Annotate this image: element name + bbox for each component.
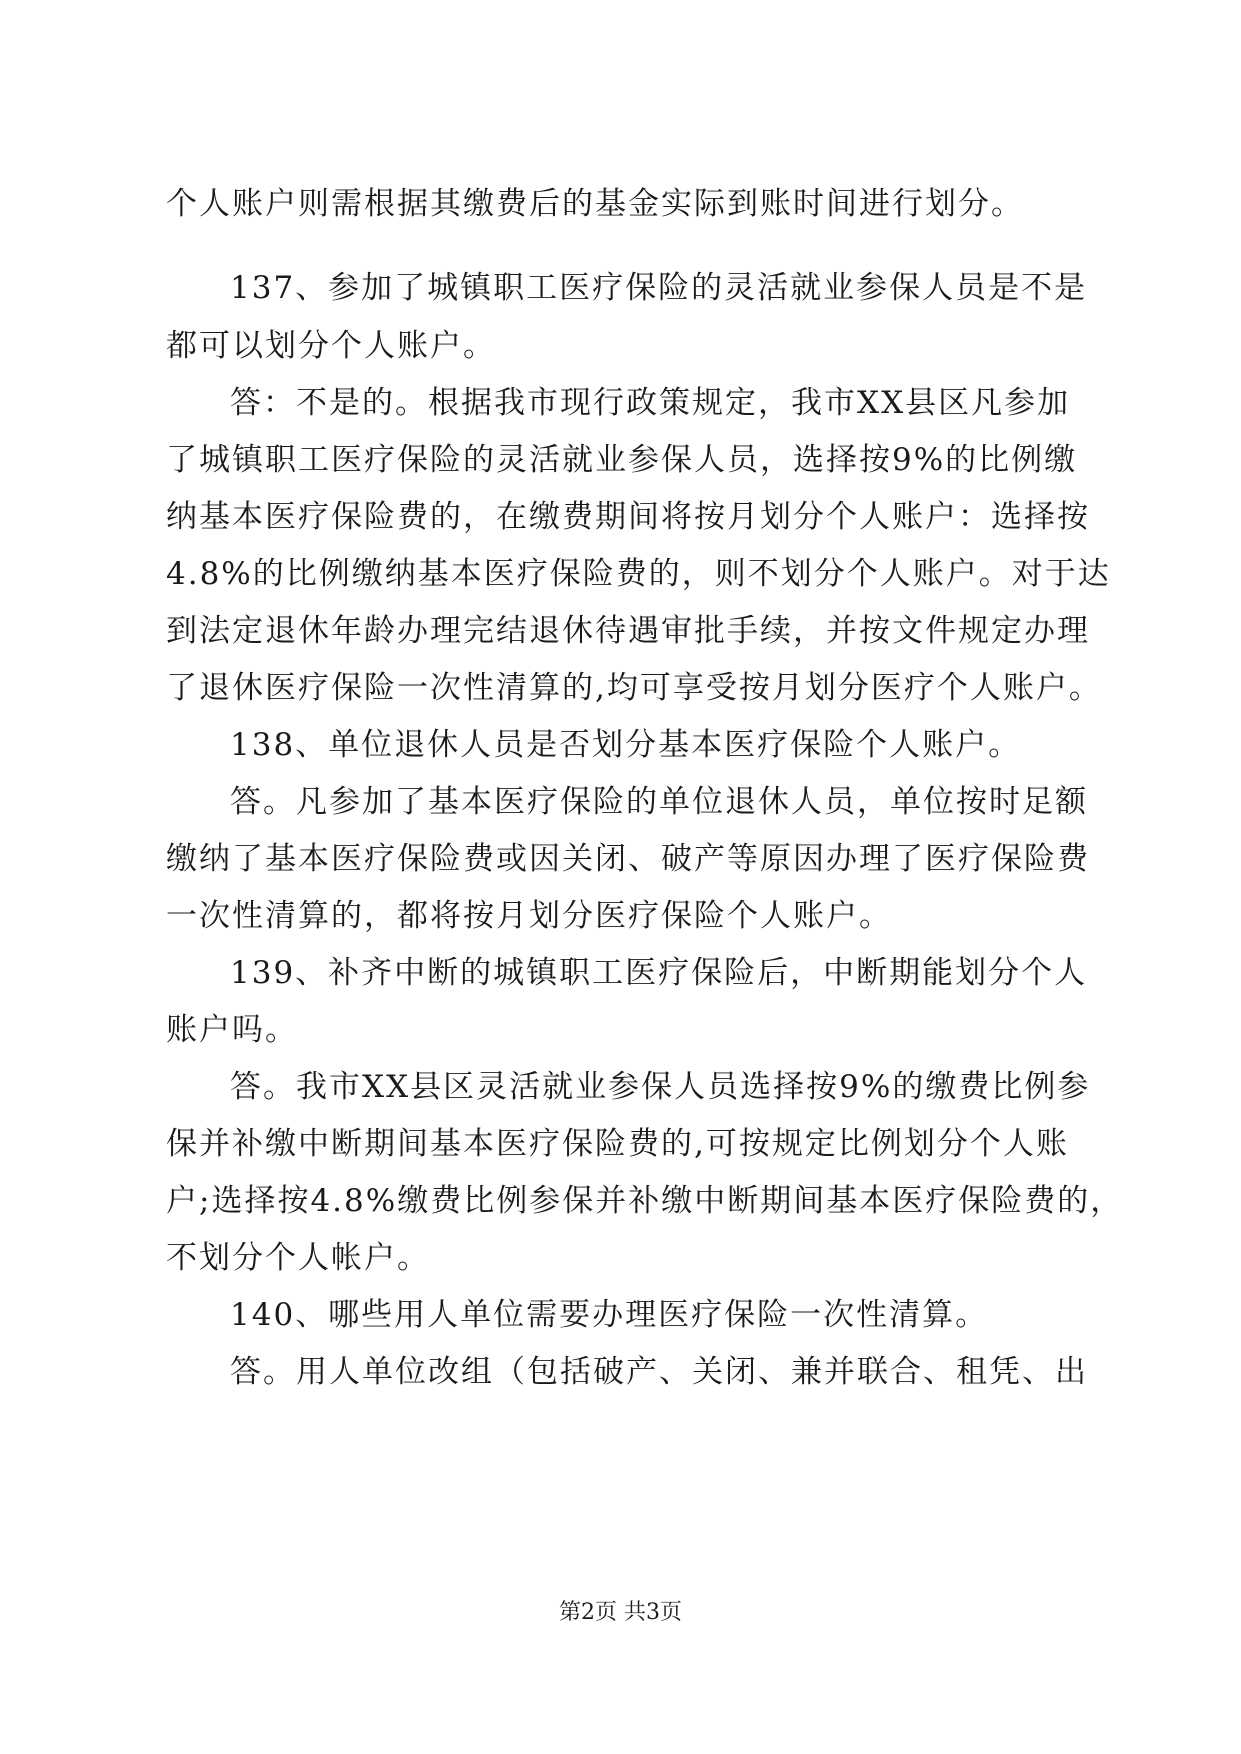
text-line: 到法定退休年龄办理完结退休待遇审批手续，并按文件规定办理	[166, 613, 1090, 649]
answer-140-line: 答。用人单位改组（包括破产、关闭、兼并联合、租凭、出	[230, 1354, 1088, 1390]
question-138-line: 138、单位退休人员是否划分基本医疗保险个人账户。	[230, 727, 1022, 763]
text-line: 纳基本医疗保险费的，在缴费期间将按月划分个人账户：选择按	[166, 499, 1090, 535]
text-line: 户;选择按4.8%缴费比例参保并补缴中断期间基本医疗保险费的，	[166, 1183, 1124, 1219]
text-line: 个人账户则需根据其缴费后的基金实际到账时间进行划分。	[166, 186, 1024, 222]
answer-138-line: 答。凡参加了基本医疗保险的单位退休人员，单位按时足额	[230, 784, 1088, 820]
text-line: 保并补缴中断期间基本医疗保险费的,可按规定比例划分个人账	[166, 1126, 1069, 1162]
question-137-line: 137、参加了城镇职工医疗保险的灵活就业参保人员是不是	[230, 270, 1088, 306]
question-140-line: 140、哪些用人单位需要办理医疗保险一次性清算。	[230, 1297, 989, 1333]
text-line: 不划分个人帐户。	[166, 1240, 430, 1276]
text-line: 4.8%的比例缴纳基本医疗保险费的，则不划分个人账户。对于达	[166, 556, 1111, 592]
text-line: 缴纳了基本医疗保险费或因关闭、破产等原因办理了医疗保险费	[166, 841, 1090, 877]
text-line: 了退休医疗保险一次性清算的,均可享受按月划分医疗个人账户。	[166, 670, 1102, 706]
text-line: 账户吗。	[166, 1012, 298, 1048]
answer-139-line: 答。我市XX县区灵活就业参保人员选择按9%的缴费比例参	[230, 1069, 1091, 1105]
text-line: 一次性清算的，都将按月划分医疗保险个人账户。	[166, 898, 892, 934]
text-line: 都可以划分个人账户。	[166, 328, 496, 364]
question-139-line: 139、补齐中断的城镇职工医疗保险后，中断期能划分个人	[230, 955, 1088, 991]
page-number: 第2页 共3页	[559, 1600, 682, 1625]
answer-137-line: 答：不是的。根据我市现行政策规定，我市XX县区凡参加	[230, 385, 1071, 421]
text-line: 了城镇职工医疗保险的灵活就业参保人员，选择按9%的比例缴	[166, 442, 1078, 478]
